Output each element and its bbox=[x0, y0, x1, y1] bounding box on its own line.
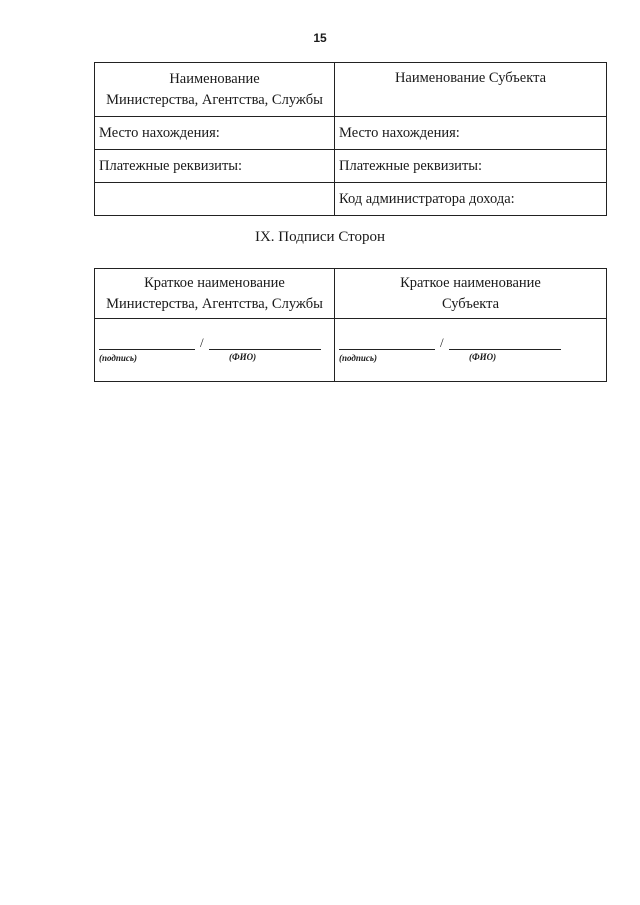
ministry-signature-cell bbox=[95, 319, 335, 382]
ministry-short-name-header bbox=[95, 269, 335, 319]
subject-payment-label: Платежные реквизиты: bbox=[335, 150, 607, 183]
separator-slash: / bbox=[200, 335, 204, 350]
subject-name-header: Наименование Субъекта bbox=[335, 63, 607, 117]
subject-signature-line bbox=[339, 335, 602, 365]
page-number: 15 bbox=[313, 31, 327, 45]
empty-cell bbox=[95, 183, 335, 216]
subject-signature-cell bbox=[335, 319, 607, 382]
ministry-short-name-line1: Краткое наименование bbox=[144, 274, 285, 291]
subject-short-name-line1: Краткое наименование bbox=[400, 274, 541, 291]
ministry-name-header-line2: Министерства, Агентства, Службы bbox=[106, 91, 323, 108]
signature-caption: (подпись) bbox=[339, 353, 377, 363]
signature-underline bbox=[99, 349, 195, 350]
income-admin-code-label: Код администратора дохода: bbox=[335, 183, 607, 216]
signatures-table bbox=[94, 268, 607, 382]
signatures-row bbox=[95, 319, 607, 382]
subject-short-name-header bbox=[335, 269, 607, 319]
signature-caption: (подпись) bbox=[99, 353, 137, 363]
ministry-name-header-line1: Наименование bbox=[169, 70, 260, 87]
ministry-short-name-line2: Министерства, Агентства, Службы bbox=[106, 295, 323, 312]
name-caption: (ФИО) bbox=[229, 352, 257, 362]
ministry-signature-line bbox=[99, 335, 330, 365]
requisites-header-row bbox=[95, 63, 607, 117]
ministry-name-header bbox=[95, 63, 335, 117]
subject-location-label: Место нахождения: bbox=[335, 117, 607, 150]
signature-underline bbox=[339, 349, 435, 350]
separator-slash: / bbox=[440, 335, 444, 350]
income-code-row bbox=[95, 183, 607, 216]
name-underline bbox=[449, 349, 561, 350]
payment-row bbox=[95, 150, 607, 183]
ministry-payment-label: Платежные реквизиты: bbox=[95, 150, 335, 183]
ministry-location-label: Место нахождения: bbox=[95, 117, 335, 150]
name-underline bbox=[209, 349, 321, 350]
location-row bbox=[95, 117, 607, 150]
name-caption: (ФИО) bbox=[469, 352, 497, 362]
signatures-header-row bbox=[95, 269, 607, 319]
subject-short-name-line2: Субъекта bbox=[441, 295, 500, 312]
requisites-table bbox=[94, 62, 607, 216]
section-title: IX. Подписи Сторон bbox=[254, 229, 386, 245]
